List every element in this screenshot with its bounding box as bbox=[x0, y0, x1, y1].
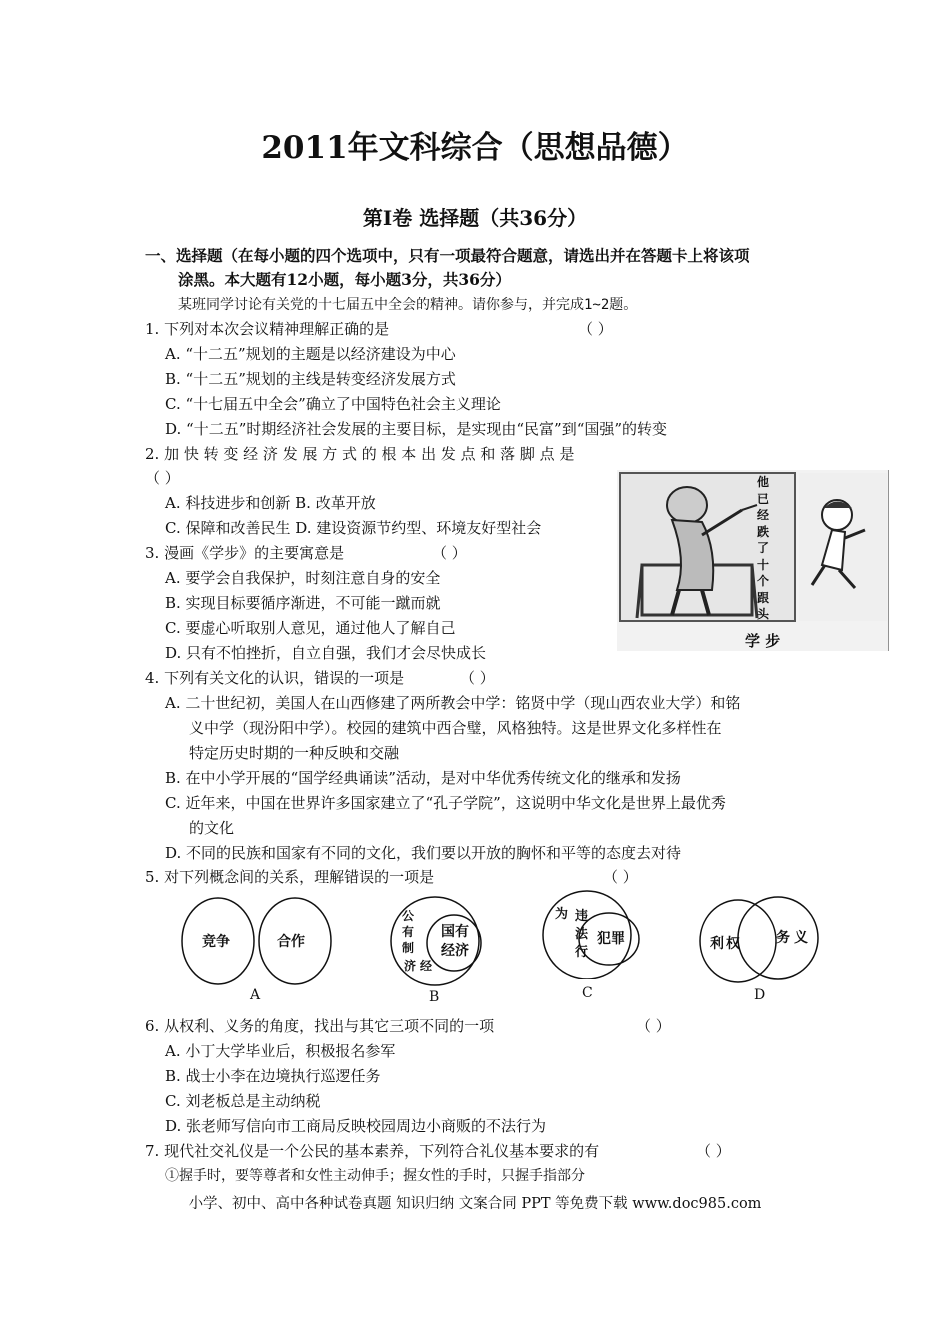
question-4-option-a-line1: A. 二十世纪初，美国人在山西修建了两所教会中学：铭贤中学（现山西农业大学）和铭 bbox=[165, 694, 741, 712]
speech-char: 头 bbox=[757, 607, 770, 621]
question-3-option-a: A. 要学会自我保护，时刻注意自身的安全 bbox=[165, 569, 441, 587]
venn-d-left-label: 利权 bbox=[710, 936, 742, 952]
venn-diagram-d bbox=[696, 895, 826, 1005]
venn-b-letter: B bbox=[429, 989, 440, 1005]
venn-b-inner-label-1: 国有 bbox=[441, 924, 469, 940]
venn-c-outer-char: 行 bbox=[575, 945, 589, 960]
question-6-option-c: C. 刘老板总是主动纳税 bbox=[165, 1092, 321, 1110]
footer-text: 小学、初中、高中各种试卷真题 知识归纳 文案合同 PPT 等免费下载 www.doc985.com bbox=[188, 1196, 762, 1212]
venn-a-left-label: 竞争 bbox=[202, 934, 230, 950]
question-1-option-b: B. “十二五”规划的主线是转变经济发展方式 bbox=[165, 370, 456, 388]
instructions-line-2: 涂黑。本大题有12小题，每小题3分，共36分） bbox=[178, 270, 511, 289]
venn-b-outer-char: 济 bbox=[404, 959, 417, 973]
speech-char: 了 bbox=[757, 541, 770, 555]
question-6-option-d: D. 张老师写信向市工商局反映校园周边小商贩的不法行为 bbox=[165, 1117, 547, 1135]
question-1-option-a: A. “十二五”规划的主题是以经济建设为中心 bbox=[165, 345, 456, 363]
question-3-option-b: B. 实现目标要循序渐进，不可能一蹴而就 bbox=[165, 594, 441, 612]
question-4-blank: （ ） bbox=[460, 669, 495, 687]
venn-diagram-c bbox=[537, 895, 657, 1005]
speech-char: 十 bbox=[757, 557, 770, 572]
venn-c-inner-label: 犯罪 bbox=[597, 931, 625, 947]
question-6-option-b: B. 战士小李在边境执行巡逻任务 bbox=[165, 1067, 381, 1085]
venn-b-outer-char: 经 bbox=[420, 959, 433, 973]
question-3-blank: （ ） bbox=[432, 544, 467, 562]
question-4-option-d: D. 不同的民族和国家有不同的文化，我们要以开放的胸怀和平等的态度去对待 bbox=[165, 844, 682, 862]
question-5-blank: （ ） bbox=[603, 868, 638, 886]
question-4-option-a-line3: 特定历史时期的一种反映和交融 bbox=[189, 744, 400, 762]
venn-b-inner-label-2: 经济 bbox=[441, 943, 469, 959]
question-5-stem: 5. 对下列概念间的关系，理解错误的一项是 bbox=[145, 868, 435, 886]
speech-char: 经 bbox=[757, 508, 770, 522]
question-3-stem: 3. 漫画《学步》的主要寓意是 bbox=[145, 544, 345, 562]
question-6-blank: （ ） bbox=[636, 1017, 671, 1035]
question-1-blank: （ ） bbox=[578, 320, 613, 338]
question-1-option-d: D. “十二五”时期经济社会发展的主要目标，是实现由“民富”到“国强”的转变 bbox=[165, 420, 668, 438]
section-title: 第Ⅰ卷 选择题（共36分） bbox=[362, 206, 588, 230]
intro-text: 某班同学讨论有关党的十七届五中全会的精神。请你参与，并完成1~2题。 bbox=[178, 297, 638, 313]
question-4-option-a-line2: 义中学（现汾阳中学）。校园的建筑中西合璧，风格独特。这是世界文化多样性在 bbox=[189, 719, 722, 737]
venn-b-outer-char: 制 bbox=[402, 941, 415, 955]
question-2-blank: （ ） bbox=[145, 469, 180, 487]
cartoon-drawing bbox=[617, 470, 889, 651]
speech-char: 他 bbox=[757, 475, 770, 489]
question-2-options-ab: A. 科技进步和创新 B. 改革开放 bbox=[165, 494, 376, 512]
venn-diagram-a bbox=[180, 895, 340, 1005]
venn-c-outer-char: 为 bbox=[555, 907, 569, 922]
cartoon-caption: 学 步 bbox=[745, 632, 781, 650]
question-1-option-c: C. “十七届五中全会”确立了中国特色社会主义理论 bbox=[165, 395, 501, 413]
speech-char: 已 bbox=[757, 491, 770, 506]
venn-a-letter: A bbox=[250, 987, 261, 1003]
question-7-blank: （ ） bbox=[696, 1142, 731, 1160]
venn-c-outer-char: 违 bbox=[575, 909, 589, 924]
speech-char: 跌 bbox=[757, 524, 770, 539]
question-7-stem: 7. 现代社交礼仪是一个公民的基本素养，下列符合礼仪基本要求的有 bbox=[145, 1142, 600, 1160]
question-3-option-c: C. 要虚心听取别人意见，通过他人了解自己 bbox=[165, 619, 456, 637]
question-6-stem: 6. 从权利、义务的角度，找出与其它三项不同的一项 bbox=[145, 1017, 495, 1035]
venn-b-outer-char: 公 bbox=[402, 909, 415, 923]
venn-c-outer-char: 法 bbox=[575, 927, 589, 942]
question-3-option-d: D. 只有不怕挫折，自立自强，我们才会尽快成长 bbox=[165, 644, 487, 662]
question-2-stem: 2. 加 快 转 变 经 济 发 展 方 式 的 根 本 出 发 点 和 落 脚 点 是 bbox=[145, 445, 575, 463]
speech-char: 个 bbox=[757, 574, 770, 588]
venn-diagram-b bbox=[388, 895, 508, 1005]
venn-d-right-label: 务义 bbox=[776, 930, 812, 946]
venn-b-outer-char: 有 bbox=[402, 925, 415, 939]
venn-d-letter: D bbox=[754, 987, 766, 1003]
question-2-options-cd: C. 保障和改善民生 D. 建设资源节约型、环境友好型社会 bbox=[165, 519, 542, 537]
speech-bubble bbox=[757, 474, 771, 623]
question-4-option-c-line2: 的文化 bbox=[189, 819, 235, 837]
speech-char: 跟 bbox=[757, 590, 770, 605]
question-4-stem: 4. 下列有关文化的认识，错误的一项是 bbox=[145, 669, 405, 687]
question-4-option-b: B. 在中小学开展的“国学经典诵读”活动，是对中华优秀传统文化的继承和发扬 bbox=[165, 769, 681, 787]
instructions-line-1: 一、选择题（在每小题的四个选项中，只有一项最符合题意，请选出并在答题卡上将该项 bbox=[145, 246, 750, 265]
cartoon-xuebu bbox=[617, 470, 889, 651]
venn-c-letter: C bbox=[582, 985, 593, 1001]
question-7-item-1: ①握手时，要等尊者和女性主动伸手；握女性的手时，只握手指部分 bbox=[165, 1168, 585, 1184]
page-title: 2011年文科综合（思想品德） bbox=[261, 130, 689, 166]
question-6-option-a: A. 小丁大学毕业后，积极报名参军 bbox=[165, 1042, 396, 1060]
question-4-option-c-line1: C. 近年来，中国在世界许多国家建立了“孔子学院”，这说明中华文化是世界上最优秀 bbox=[165, 794, 726, 812]
venn-a-right-label: 合作 bbox=[277, 934, 305, 950]
question-1-stem: 1. 下列对本次会议精神理解正确的是 bbox=[145, 320, 390, 338]
